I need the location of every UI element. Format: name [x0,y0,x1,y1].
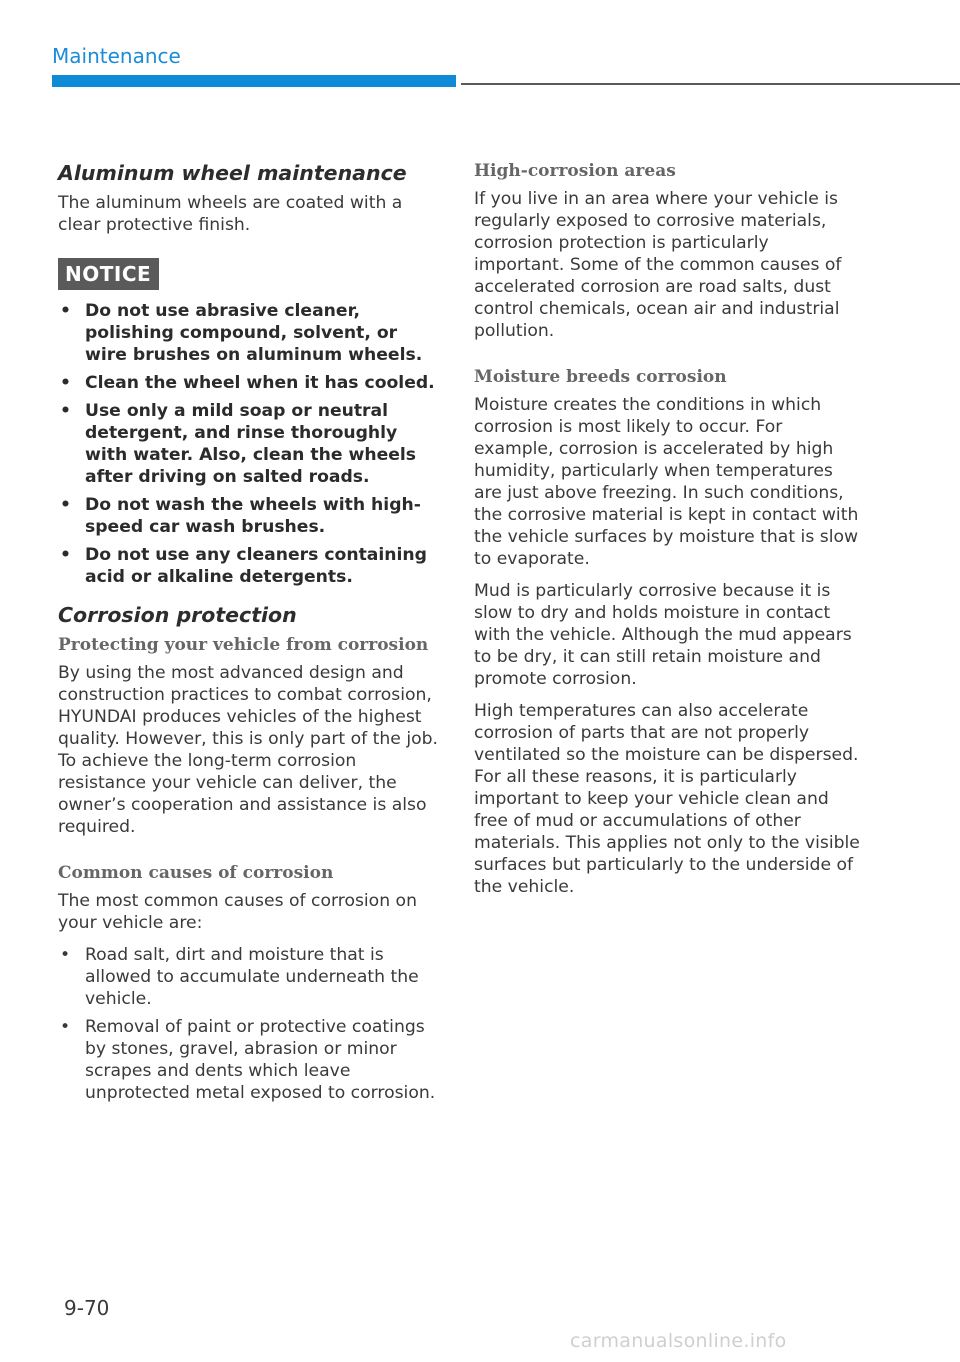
corrosion-protection-heading: Corrosion protection [58,603,297,627]
causes-list [58,944,443,1104]
causes-item [58,1016,443,1104]
header-accent-bar [52,75,456,87]
notice-item-text: Do not use abrasive cleaner, polishing compound, solvent, or wire brushes on aluminum wheels. [85,301,423,365]
bullet-icon: • [60,401,71,421]
aluminum-wheel-heading: Aluminum wheel maintenance [58,161,407,185]
high-corrosion-text: If you live in an area where your vehicle is regularly exposed to corrosive materials, corrosion protection is particularly important. Some of the common causes of accelerated corrosion are road salts, dust control chemicals, ocean air and industrial pollution. [474,189,842,341]
watermark: carmanualsonline.info [570,1330,787,1352]
moisture-paragraph-1: Moisture creates the conditions in which corrosion is most likely to occur. For example, corrosion is accelerated by high humidity, particularly when temperatures are just above freezing. In such conditions, the corrosive material is kept in contact with the vehicle surfaces by moisture that is slow to evaporate. [474,395,859,569]
notice-block [58,258,443,588]
aluminum-wheel-text: The aluminum wheels are coated with a clear protective finish. [58,193,403,235]
notice-item [58,372,443,394]
page-number: 9-70 [64,1296,110,1320]
protecting-heading: Protecting your vehicle from corrosion [58,635,429,655]
right-column [474,160,864,908]
notice-item-text: Clean the wheel when it has cooled. [85,373,435,393]
notice-item-text: Do not wash the wheels with high-speed car wash brushes. [85,495,421,537]
header-divider-line [461,83,960,85]
causes-item-text: Road salt, dirt and moisture that is allowed to accumulate underneath the vehicle. [85,945,419,1009]
moisture-paragraph-2: Mud is particularly corrosive because it is slow to dry and holds moisture in contact with the vehicle. Although the mud appears to be dry, it can still retain moisture and promote corrosion. [474,581,852,689]
notice-item [58,300,443,366]
notice-item-text: Do not use any cleaners containing acid or alkaline detergents. [85,545,427,587]
left-column [58,160,443,1110]
moisture-paragraph-3: High temperatures can also accelerate corrosion of parts that are not properly ventilated so the moisture can be dispersed. For all these reasons, it is particularly important to keep your vehicle clean and free of mud or accumulations of other materials. This applies not only to the visible surfaces but particularly to the underside of the vehicle. [474,701,860,897]
bullet-icon: • [60,495,71,515]
causes-item [58,944,443,1010]
notice-badge: NOTICE [58,258,159,290]
causes-item-text: Removal of paint or protective coatings by stones, gravel, abrasion or minor scrapes and dents which leave unprotected metal exposed to corrosion. [85,1017,436,1103]
bullet-icon: • [60,545,71,565]
bullet-icon: • [60,373,71,393]
bullet-icon: • [60,945,71,965]
notice-item [58,544,443,588]
notice-item [58,494,443,538]
moisture-heading: Moisture breeds corrosion [474,367,727,387]
protecting-text: By using the most advanced design and construction practices to combat corrosion, HYUNDAI produces vehicles of the highest quality. However, this is only part of the job. To achieve the long-term corrosion resistance your vehicle can deliver, the owner’s cooperation and assistance is also required. [58,663,438,837]
section-title: Maintenance [52,44,181,68]
notice-item [58,400,443,488]
bullet-icon: • [60,1017,71,1037]
notice-item-text: Use only a mild soap or neutral detergent, and rinse thoroughly with water. Also, clean the wheels after driving on salted roads. [85,401,417,487]
high-corrosion-heading: High-corrosion areas [474,161,676,181]
common-causes-heading: Common causes of corrosion [58,863,334,883]
bullet-icon: • [60,301,71,321]
common-causes-text: The most common causes of corrosion on your vehicle are: [58,891,417,933]
notice-list [58,300,443,588]
